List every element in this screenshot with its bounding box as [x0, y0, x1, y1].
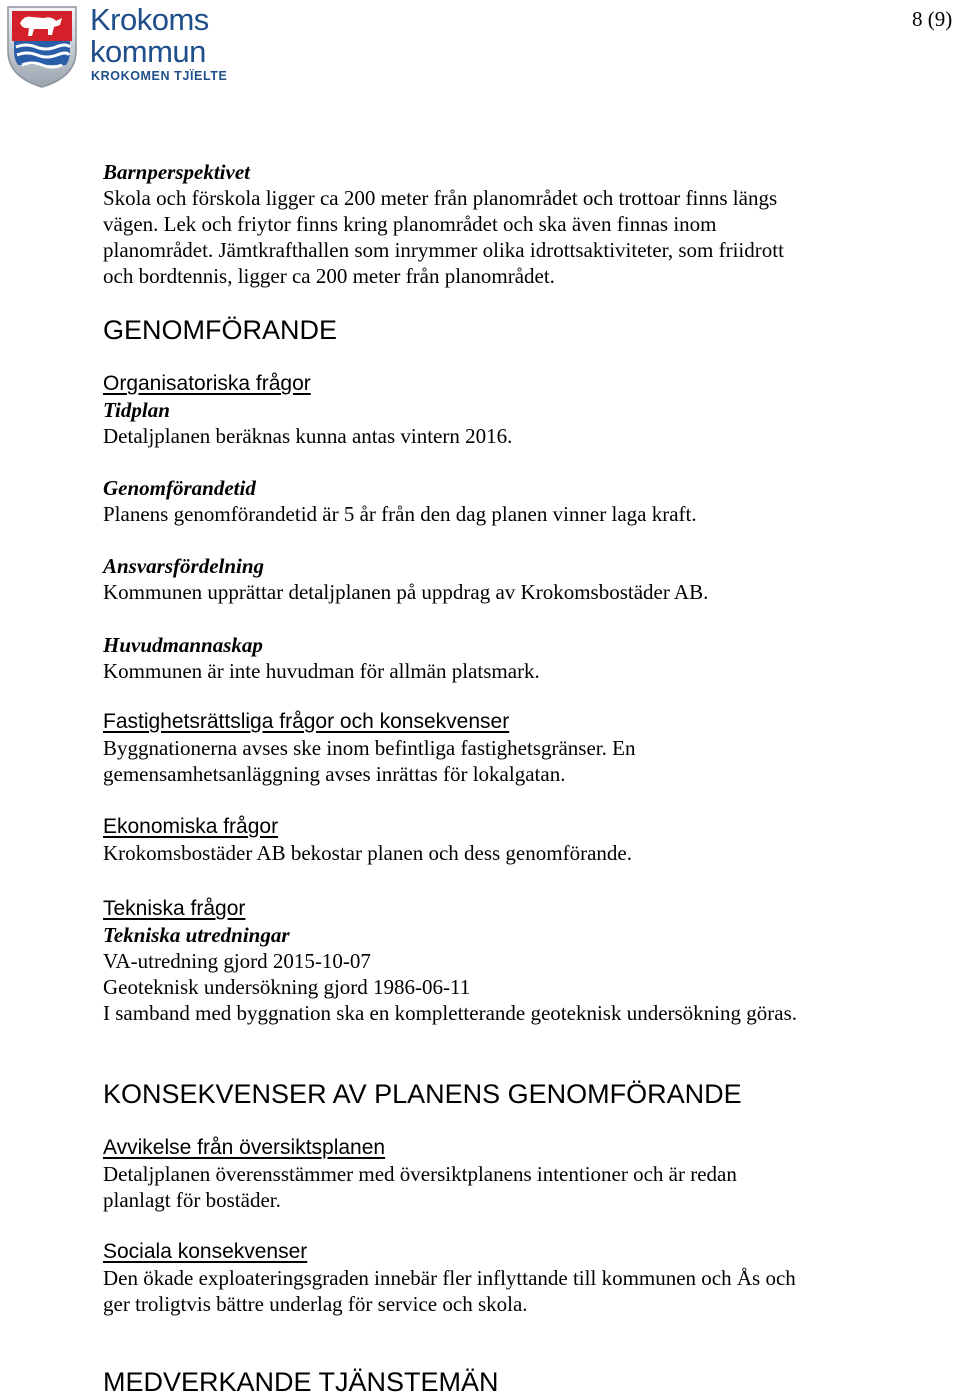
huvudmannaskap-heading: Huvudmannaskap — [103, 633, 263, 657]
ansvarsfordelning-text: Kommunen upprättar detaljplanen på uppdrag av Krokomsbostäder AB. — [103, 580, 709, 604]
tidplan-heading: Tidplan — [103, 398, 170, 422]
tidplan-text: Detaljplanen beräknas kunna antas vintern 2016. — [103, 424, 513, 448]
logo-subtitle: KROKOMEN TJÏELTE — [91, 69, 228, 83]
fastighetsrattsliga-line: gemensamhetsanläggning avses inrättas för lokalgatan. — [103, 762, 566, 786]
barnperspektivet-line: planområdet. Jämtkrafthallen som inrymmer olika idrottsaktiviteter, som friidrott — [103, 238, 784, 262]
huvudmannaskap-text: Kommunen är inte huvudman för allmän platsmark. — [103, 659, 540, 683]
tekniska-fragor-heading: Tekniska frågor — [103, 897, 246, 920]
fastighetsrattsliga-heading: Fastighetsrättsliga frågor och konsekvenser — [103, 710, 510, 733]
avvikelse-heading: Avvikelse från översiktsplanen — [103, 1136, 386, 1159]
konsekvenser-title: KONSEKVENSER AV PLANENS GENOMFÖRANDE — [103, 1079, 742, 1109]
tekniska-line: VA-utredning gjord 2015-10-07 — [103, 949, 371, 973]
tekniska-utredningar-heading: Tekniska utredningar — [103, 923, 290, 947]
fastighetsrattsliga-line: Byggnationerna avses ske inom befintliga fastighetsgränser. En — [103, 736, 636, 760]
sociala-konsekvenser-line: ger troligtvis bättre underlag för service och skola. — [103, 1292, 528, 1316]
organisatoriska-fragor-heading: Organisatoriska frågor — [103, 372, 311, 395]
barnperspektivet-line: vägen. Lek och friytor finns kring planområdet och ska även finnas inom — [103, 212, 717, 236]
barnperspektivet-line: Skola och förskola ligger ca 200 meter från planområdet och trottoar finns längs — [103, 186, 778, 210]
avvikelse-line: planlagt för bostäder. — [103, 1188, 281, 1212]
barnperspektivet-heading: Barnperspektivet — [103, 160, 250, 184]
tekniska-line: Geoteknisk undersökning gjord 1986-06-11 — [103, 975, 471, 999]
krokoms-kommun-logo — [4, 3, 234, 89]
logo-name-line1: Krokoms — [90, 2, 209, 37]
sociala-konsekvenser-line: Den ökade exploateringsgraden innebär fler inflyttande till kommunen och Ås och — [103, 1266, 796, 1290]
avvikelse-line: Detaljplanen överensstämmer med översiktplanens intentioner och är redan — [103, 1162, 737, 1186]
ekonomiska-fragor-text: Krokomsbostäder AB bekostar planen och dess genomförande. — [103, 841, 632, 865]
ansvarsfordelning-heading: Ansvarsfördelning — [103, 554, 265, 578]
medverkande-title: MEDVERKANDE TJÄNSTEMÄN — [103, 1367, 499, 1397]
genomforandetid-text: Planens genomförandetid är 5 år från den dag planen vinner laga kraft. — [103, 502, 697, 526]
logo-name-line2: kommun — [90, 34, 206, 69]
page-number: 8 (9) — [912, 7, 953, 31]
ekonomiska-fragor-heading: Ekonomiska frågor — [103, 815, 279, 838]
barnperspektivet-line: och bordtennis, ligger ca 200 meter från planområdet. — [103, 264, 555, 288]
sociala-konsekvenser-heading: Sociala konsekvenser — [103, 1240, 308, 1263]
coat-of-arms-icon — [4, 3, 80, 89]
genomforandetid-heading: Genomförandetid — [103, 476, 256, 500]
tekniska-line: I samband med byggnation ska en kompletterande geoteknisk undersökning göras. — [103, 1001, 798, 1025]
genomforande-title: GENOMFÖRANDE — [103, 315, 338, 345]
